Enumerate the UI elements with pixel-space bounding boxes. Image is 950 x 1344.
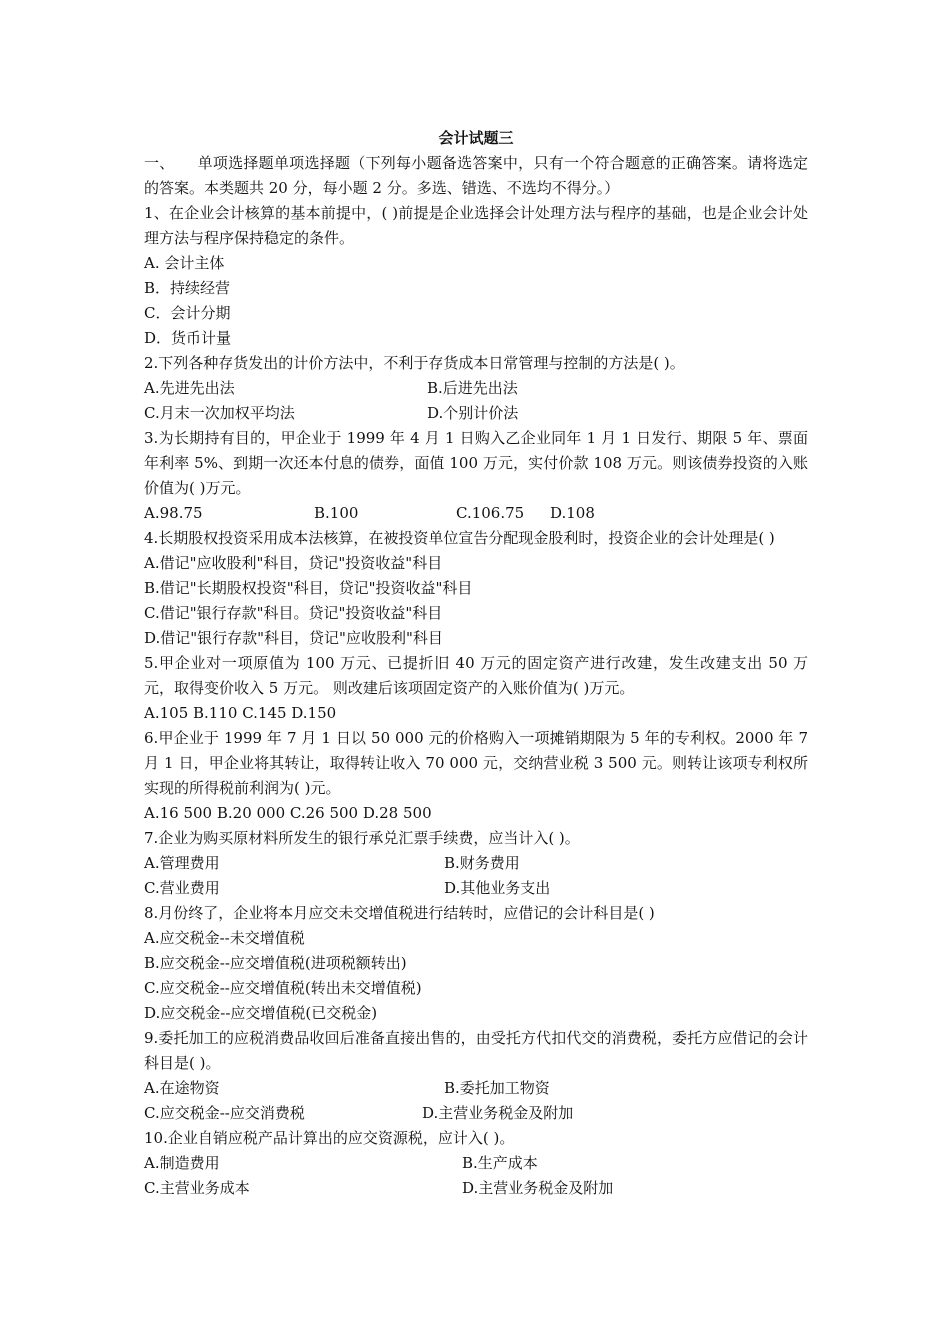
question-2-options-row-1 xyxy=(144,376,808,401)
question-9-options-row-2 xyxy=(144,1101,808,1126)
question-4-stem: 4.长期股权投资采用成本法核算，在被投资单位宣告分配现金股利时，投资企业的会计处理是( ) xyxy=(144,529,775,547)
question-2-stem: 2.下列各种存货发出的计价方法中，不利于存货成本日常管理与控制的方法是( )。 xyxy=(144,354,685,372)
question-7-options-row-2 xyxy=(144,876,808,901)
question-2-option-d: D.个别计价法 xyxy=(427,404,519,422)
question-1-stem: 1、在企业会计核算的基本前提中，( )前提是企业选择会计处理方法与程序的基础，也是企业会计处理方法与程序保持稳定的条件。 xyxy=(144,204,808,247)
question-7-option-d: D.其他业务支出 xyxy=(444,879,551,897)
question-8-option-d: D.应交税金--应交增值税(已交税金) xyxy=(144,1004,378,1022)
question-3-option-c: C.106.75 xyxy=(456,504,525,522)
question-4-option-a: A.借记"应收股利"科目，贷记"投资收益"科目 xyxy=(144,554,443,572)
question-6-options: A.16 500 B.20 000 C.26 500 D.28 500 xyxy=(144,804,432,822)
question-3-option-d: D.108 xyxy=(550,504,595,522)
question-9-option-d: D.主营业务税金及附加 xyxy=(422,1104,574,1122)
question-2-options-row-2 xyxy=(144,401,808,426)
question-9-option-b: B.委托加工物资 xyxy=(444,1079,550,1097)
question-3-option-b: B.100 xyxy=(314,504,359,522)
question-1-option-b: B．持续经营 xyxy=(144,279,231,297)
question-7-options-row-1 xyxy=(144,851,808,876)
document-title: 会计试题三 xyxy=(438,129,514,147)
question-7-option-a: A.管理费用 xyxy=(144,854,220,872)
question-3-options-row xyxy=(144,501,808,526)
question-5-options: A.105 B.110 C.145 D.150 xyxy=(144,704,337,722)
question-10-options-row-2 xyxy=(144,1176,808,1201)
question-2-option-a: A.先进先出法 xyxy=(144,379,235,397)
question-10-stem: 10.企业自销应税产品计算出的应交资源税，应计入( )。 xyxy=(144,1129,515,1147)
question-6-stem: 6.甲企业于 1999 年 7 月 1 日以 50 000 元的价格购入一项摊销期限为 5 年的专利权。2000 年 7 月 1 日，甲企业将其转让，取得转让收入 70 000 元，交纳营业税 3 500 元。则转让该项专利权所实现的所得税前利润为( )元。 xyxy=(144,729,808,797)
question-7-stem: 7.企业为购买原材料所发生的银行承兑汇票手续费，应当计入( )。 xyxy=(144,829,580,847)
question-10-option-b: B.生产成本 xyxy=(462,1154,538,1172)
question-10-option-a: A.制造费用 xyxy=(144,1154,220,1172)
question-8-option-c: C.应交税金--应交增值税(转出未交增值税) xyxy=(144,979,422,997)
question-8-option-b: B.应交税金--应交增值税(进项税额转出) xyxy=(144,954,407,972)
question-4-option-c: C.借记"银行存款"科目。贷记"投资收益"科目 xyxy=(144,604,443,622)
question-3-option-a: A.98.75 xyxy=(144,504,203,522)
question-8-option-a: A.应交税金--未交增值税 xyxy=(144,929,305,947)
question-3-stem: 3.为长期持有目的，甲企业于 1999 年 4 月 1 日购入乙企业同年 1 月 1 日发行、期限 5 年、票面年利率 5%、到期一次还本付息的债券，面值 100 万元，实付价款 108 万元。则该债券投资的入账价值为( )万元。 xyxy=(144,429,808,497)
section-header: 一、 单项选择题单项选择题（下列每小题备选答案中，只有一个符合题意的正确答案。请将选定的答案。本类题共 20 分，每小题 2 分。多选、错选、不选均不得分。） xyxy=(144,154,808,197)
question-7-option-b: B.财务费用 xyxy=(444,854,520,872)
question-9-option-c: C.应交税金--应交消费税 xyxy=(144,1104,305,1122)
question-4-option-d: D.借记"银行存款"科目，贷记"应收股利"科目 xyxy=(144,629,443,647)
question-1-option-d: D．货币计量 xyxy=(144,329,232,347)
question-4-option-b: B.借记"长期股权投资"科目，贷记"投资收益"科目 xyxy=(144,579,473,597)
question-5-stem: 5.甲企业对一项原值为 100 万元、已提折旧 40 万元的固定资产进行改建，发生改建支出 50 万元，取得变价收入 5 万元。 则改建后该项固定资产的入账价值为( )万元。 xyxy=(144,654,808,697)
question-10-option-d: D.主营业务税金及附加 xyxy=(462,1179,614,1197)
question-2-option-b: B.后进先出法 xyxy=(427,379,518,397)
question-9-stem: 9.委托加工的应税消费品收回后准备直接出售的，由受托方代扣代交的消费税，委托方应借记的会计科目是( )。 xyxy=(144,1029,808,1072)
question-9-options-row-1 xyxy=(144,1076,808,1101)
question-1-option-a: A. 会计主体 xyxy=(144,254,225,272)
question-10-option-c: C.主营业务成本 xyxy=(144,1179,250,1197)
question-8-stem: 8.月份终了，企业将本月应交未交增值税进行结转时，应借记的会计科目是( ) xyxy=(144,904,655,922)
question-9-option-a: A.在途物资 xyxy=(144,1079,220,1097)
question-2-option-c: C.月末一次加权平均法 xyxy=(144,404,295,422)
question-10-options-row-1 xyxy=(144,1151,808,1176)
exam-document xyxy=(144,126,808,1201)
question-7-option-c: C.营业费用 xyxy=(144,879,220,897)
question-1-option-c: C．会计分期 xyxy=(144,304,231,322)
